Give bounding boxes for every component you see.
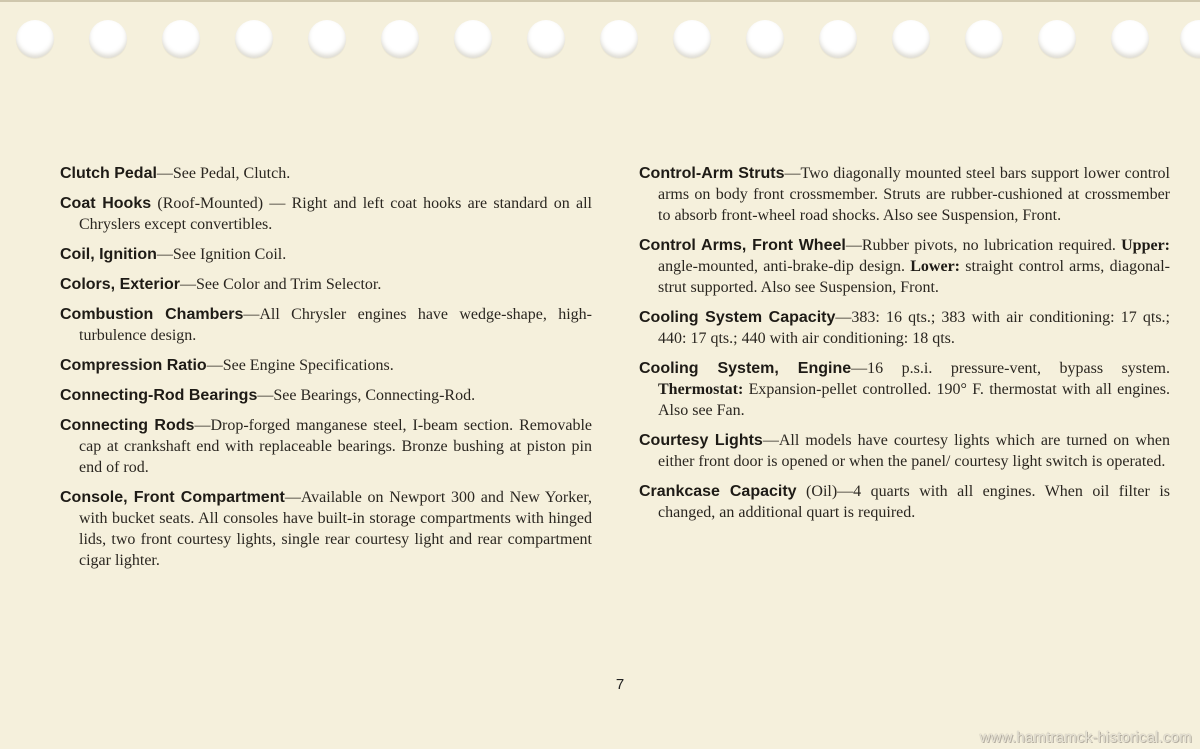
binder-hole [527, 20, 565, 58]
entry-text: —16 p.s.i. pressure-vent, bypass system. [851, 360, 1170, 377]
entry-term: Cooling System Capacity [639, 309, 836, 326]
entry-term: Connecting Rods [60, 417, 195, 434]
binder-hole [1180, 20, 1200, 58]
watermark: www.hamtramck-historical.com [979, 729, 1192, 746]
entry-control-arms-front-wheel [639, 235, 1170, 298]
entry-clutch-pedal [60, 163, 592, 184]
entry-colors-exterior [60, 274, 592, 295]
entry-term: Colors, Exterior [60, 276, 181, 293]
entry-term: Connecting-Rod Bearings [60, 387, 258, 404]
binder-hole [892, 20, 930, 58]
entry-term: Console, Front Compartment [60, 489, 285, 506]
binder-hole [746, 20, 784, 58]
entry-coat-hooks [60, 193, 592, 235]
entry-term: Combustion Chambers [60, 306, 244, 323]
upper-label: Upper: [1121, 237, 1170, 254]
entry-text: —See Color and Trim Selector. [180, 276, 382, 293]
left-column [60, 163, 592, 580]
entry-text: —All models have courtesy lights which are turned on when either front door is opened or when the panel/ courtesy light switch is operated. [658, 432, 1171, 470]
entry-text: —See Engine Specifications. [206, 357, 394, 374]
entry-text: —Available on Newport 300 and New Yorker, with bucket seats. All consoles have built-in storage compartments with hinged lids, two front courtesy lights, single rear courtesy light and rear compartment cigar lighter. [79, 489, 592, 569]
entry-text: —Two diagonally mounted steel bars support lower control arms on body front crossmember. Struts are rubber-cushioned at crossmember to absorb front-wheel road shocks. Also see Suspension, Front. [658, 165, 1170, 224]
thermostat-label: Thermostat: [658, 381, 744, 398]
binder-hole [819, 20, 857, 58]
binder-hole [454, 20, 492, 58]
entry-text: angle-mounted, anti-brake-dip design. [658, 258, 911, 275]
entry-cooling-system-engine [639, 358, 1170, 421]
entry-term: Crankcase Capacity [639, 483, 797, 500]
entry-coil-ignition [60, 244, 592, 265]
binder-hole [673, 20, 711, 58]
binder-hole [381, 20, 419, 58]
entry-text: —383: 16 qts.; 383 with air conditioning: 17 qts.; 440: 17 qts.; 440 with air conditioning: 18 qts. [658, 309, 1171, 347]
binder-hole [308, 20, 346, 58]
entry-text: —See Pedal, Clutch. [156, 165, 291, 182]
entry-control-arm-struts [639, 163, 1170, 226]
entry-term: Control Arms, Front Wheel [639, 237, 846, 254]
entry-cooling-system-capacity [639, 307, 1170, 349]
entry-text: —Drop-forged manganese steel, I-beam section. Removable cap at crankshaft end with replaceable bearings. Bronze bushing at piston pin end of rod. [79, 417, 592, 476]
binder-hole [89, 20, 127, 58]
binder-holes [0, 20, 1200, 64]
lower-label: Lower: [910, 258, 960, 275]
page-top-edge [0, 0, 1200, 2]
entry-text: —See Bearings, Connecting-Rod. [257, 387, 476, 404]
entry-text: Expansion-pellet controlled. 190° F. thermostat with all engines. Also see Fan. [658, 381, 1170, 419]
entry-text: straight control arms, diagonal-strut supported. Also see Suspension, Front. [658, 258, 1170, 296]
entry-term: Cooling System, Engine [639, 360, 852, 377]
binder-hole [965, 20, 1003, 58]
entry-compression-ratio [60, 355, 592, 376]
entry-text: (Roof-Mounted) — Right and left coat hooks are standard on all Chryslers except convertibles. [79, 195, 593, 233]
binder-hole [16, 20, 54, 58]
entry-text: (Oil)—4 quarts with all engines. When oil filter is changed, an additional quart is required. [658, 483, 1170, 521]
entry-courtesy-lights [639, 430, 1170, 472]
entry-text: —All Chrysler engines have wedge-shape, high-turbulence design. [79, 306, 592, 344]
entry-term: Coat Hooks [60, 195, 152, 212]
entry-connecting-rod-bearings [60, 385, 592, 406]
entry-connecting-rods [60, 415, 592, 478]
binder-hole [235, 20, 273, 58]
entry-crankcase-capacity [639, 481, 1170, 523]
entry-term: Compression Ratio [60, 357, 207, 374]
entry-term: Control-Arm Struts [639, 165, 785, 182]
binder-hole [1038, 20, 1076, 58]
binder-hole [1111, 20, 1149, 58]
entry-term: Clutch Pedal [60, 165, 157, 182]
entry-term: Courtesy Lights [639, 432, 763, 449]
entry-combustion-chambers [60, 304, 592, 346]
entry-text: —See Ignition Coil. [156, 246, 287, 263]
binder-hole [600, 20, 638, 58]
entry-term: Coil, Ignition [60, 246, 157, 263]
entry-console-front-compartment [60, 487, 592, 571]
binder-hole [162, 20, 200, 58]
entry-text: —Rubber pivots, no lubrication required. [845, 237, 1122, 254]
right-column [639, 163, 1170, 532]
page-number: 7 [615, 676, 625, 693]
